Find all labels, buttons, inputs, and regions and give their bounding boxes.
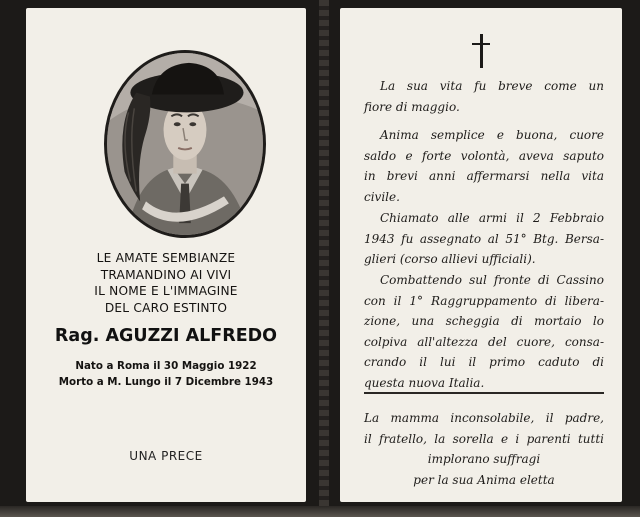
text-line: glieri (corso allievi ufficiali). bbox=[364, 252, 536, 267]
text-line: La mamma inconsolabile, il padre, bbox=[364, 411, 604, 425]
soldier-portrait-photo bbox=[107, 53, 263, 235]
closing-prayer: UNA PRECE bbox=[129, 449, 203, 463]
epigraph-line: LE AMATE SEMBIANZE bbox=[96, 251, 236, 265]
text-line: questa nuova Italia. bbox=[364, 375, 485, 390]
text-line: Chiamato alle armi il 2 Febbraio bbox=[380, 211, 604, 225]
text-line: implorano suffragi bbox=[427, 452, 541, 467]
card-fold bbox=[319, 0, 329, 517]
birth-line: Nato a Roma il 30 Maggio 1922 bbox=[75, 360, 257, 372]
text-line: Anima semplice e buona, cuore bbox=[380, 128, 604, 142]
right-panel bbox=[340, 8, 622, 502]
epigraph-line: TRAMANDINO AI VIVI bbox=[100, 267, 232, 282]
card-bottom-edge bbox=[0, 506, 640, 517]
text-line: zione, una scheggia di mortaio lo bbox=[364, 314, 604, 329]
text-line: fiore di maggio. bbox=[364, 99, 460, 114]
latin-cross-icon bbox=[470, 34, 494, 70]
left-panel bbox=[26, 8, 306, 502]
epigraph-line: DEL CARO ESTINTO bbox=[104, 300, 228, 315]
text-line: saldo e forte volontà, aveva saputo bbox=[364, 148, 604, 163]
paragraph-death bbox=[364, 270, 604, 394]
text-line: in brevi anni affermarsi nella vita bbox=[364, 169, 604, 184]
portrait-frame bbox=[104, 50, 266, 238]
text-line: colpiva all'altezza del cuore, consa- bbox=[364, 334, 604, 349]
paragraph-life bbox=[364, 76, 604, 117]
epigraph-line: IL NOME E L'IMMAGINE bbox=[94, 284, 238, 298]
text-line: con il 1° Raggruppamento di libera- bbox=[364, 293, 604, 308]
text-line: crando il lui il primo caduto di bbox=[364, 355, 604, 370]
paragraph-family bbox=[364, 408, 604, 490]
deceased-name: Rag. AGUZZI ALFREDO bbox=[54, 326, 278, 346]
death-line: Morto a M. Lungo il 7 Dicembre 1943 bbox=[58, 376, 274, 388]
text-line: civile. bbox=[364, 189, 400, 204]
text-line: 1943 fu assegnato al 51° Btg. Bersa- bbox=[364, 231, 604, 246]
paragraph-character bbox=[364, 125, 604, 207]
text-line: per la sua Anima eletta bbox=[413, 472, 555, 487]
text-line: La sua vita fu breve come un bbox=[380, 79, 604, 93]
text-line: il fratello, la sorella e i parenti tutti bbox=[364, 431, 604, 446]
life-dates bbox=[26, 358, 306, 390]
paragraph-service bbox=[364, 208, 604, 270]
divider-rule bbox=[364, 392, 604, 394]
text-line: Combattendo sul fronte di Cassino bbox=[380, 273, 604, 287]
epigraph bbox=[26, 250, 306, 316]
